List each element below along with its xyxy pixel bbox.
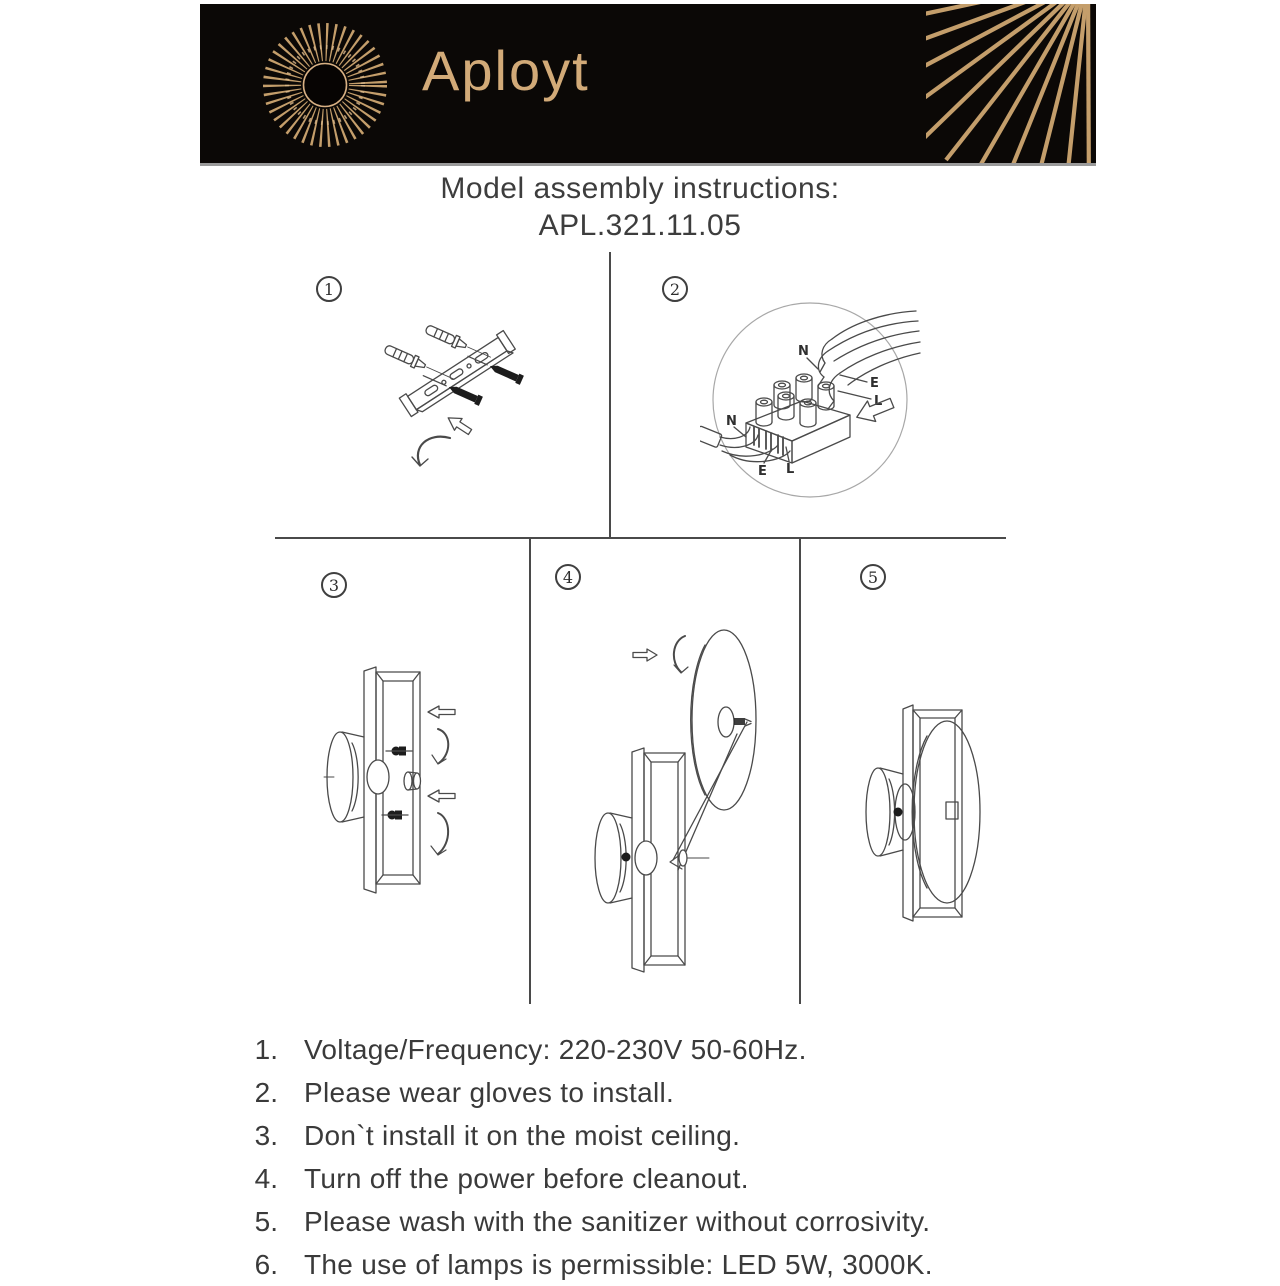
screw-icon <box>466 352 524 385</box>
list-item <box>228 1071 1058 1114</box>
step5-diagram <box>855 690 1000 935</box>
screw-icon <box>386 747 412 756</box>
wire-label-e-right: E <box>870 376 879 391</box>
screw-icon <box>894 808 903 817</box>
rotation-arrow-icon <box>432 729 448 764</box>
divider-horizontal <box>275 537 1006 539</box>
step-4-badge <box>555 564 581 590</box>
wire-labels <box>726 344 882 479</box>
model-number: APL.321.11.05 <box>538 209 742 242</box>
direction-arrow-icon <box>428 790 455 802</box>
instruction-list <box>228 1028 1058 1286</box>
list-item-number: 5. <box>254 1206 278 1237</box>
step2-diagram <box>700 295 922 511</box>
direction-arrow-icon <box>428 706 455 718</box>
wall-canopy <box>866 768 915 856</box>
list-item <box>228 1114 1058 1157</box>
step3-diagram <box>320 655 470 1000</box>
step-1-badge <box>316 276 342 302</box>
list-item-text: Please wear gloves to install. <box>304 1077 675 1108</box>
list-item-number: 4. <box>254 1163 278 1194</box>
list-item-number: 1. <box>254 1034 278 1065</box>
step-1-number: 1 <box>323 279 335 299</box>
divider-vertical-left <box>529 538 531 1004</box>
starburst-logo-icon <box>258 18 392 152</box>
wall-canopy <box>324 732 389 822</box>
mounting-stud <box>404 772 421 790</box>
mounting-stud <box>679 850 709 866</box>
rays-decoration-icon <box>926 4 1096 163</box>
terminal-posts <box>756 374 834 427</box>
divider-vertical-top <box>609 252 611 538</box>
alignment-lines <box>670 722 747 870</box>
direction-arrow-icon <box>633 649 657 661</box>
step4-diagram <box>585 620 775 975</box>
list-item-text: Don`t install it on the moist ceiling. <box>304 1120 741 1151</box>
mounting-bracket <box>399 331 516 419</box>
wire-label-e-bottom: E <box>758 464 767 479</box>
brand-wordmark: Aployt <box>422 39 590 102</box>
screw-icon <box>382 811 408 820</box>
step-3-number: 3 <box>328 575 340 595</box>
page-title: Model assembly instructions: <box>440 172 840 205</box>
wire-label-n-top: N <box>798 344 809 359</box>
step-5-badge <box>860 564 886 590</box>
list-item-number: 2. <box>254 1077 278 1108</box>
list-item <box>228 1200 1058 1243</box>
wall-plug-icon <box>424 323 493 362</box>
wire-label-l-right: L <box>874 394 883 409</box>
brand-banner <box>200 4 1096 166</box>
wall-plug-icon <box>383 343 455 384</box>
direction-arrow-icon <box>444 412 473 438</box>
rotation-arrow-icon <box>674 636 688 673</box>
step-3-badge <box>321 572 347 598</box>
screw-icon <box>622 853 631 862</box>
divider-vertical-right <box>799 538 801 1004</box>
rotation-arrow-icon <box>412 437 450 466</box>
rotation-arrow-icon <box>431 813 448 855</box>
list-item <box>228 1157 1058 1200</box>
step-4-number: 4 <box>562 567 574 587</box>
list-item-number: 3. <box>254 1120 278 1151</box>
disc-screw <box>734 718 751 726</box>
fixture-wires <box>700 421 790 461</box>
list-item <box>228 1028 1058 1071</box>
supply-wires <box>818 311 920 409</box>
step-2-number: 2 <box>669 279 681 299</box>
wire-label-l-bottom: L <box>786 462 795 477</box>
step1-diagram <box>360 305 550 485</box>
step-5-number: 5 <box>867 567 879 587</box>
glass-disc <box>691 630 756 810</box>
list-item-text: The use of lamps is permissible: LED 5W, 3000K. <box>304 1249 933 1280</box>
list-item-number: 6. <box>254 1249 278 1280</box>
list-item-text: Voltage/Frequency: 220-230V 50-60Hz. <box>304 1034 807 1065</box>
terminal-block <box>746 374 850 463</box>
list-item-text: Turn off the power before cleanout. <box>304 1163 749 1194</box>
step-2-badge <box>662 276 688 302</box>
wire-label-n-left: N <box>726 414 737 429</box>
list-item-text: Please wash with the sanitizer without corrosivity. <box>304 1206 931 1237</box>
